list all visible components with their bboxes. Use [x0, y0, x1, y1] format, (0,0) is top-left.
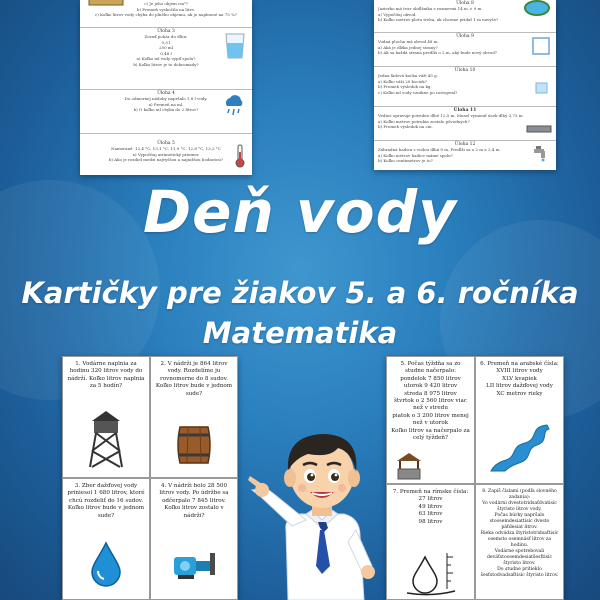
task-line: 63 litrov — [418, 511, 443, 518]
task-line: Do studne pritieklo šesťstodvadsaťtisíc štyristo litrov. — [480, 567, 559, 578]
task-line: 49 litrov — [418, 503, 443, 510]
task-line: piatok o 3 200 litrov menej než v utorok — [392, 412, 469, 427]
task-line: LII litrov dažďovej vody — [486, 383, 553, 390]
task-line: b) Premeň výsledok na cm. — [378, 124, 433, 129]
task-title: Úloha 8 — [456, 1, 474, 6]
task-line: b) Koľko centimetrov je to? — [378, 158, 433, 163]
task-title: Úloha 3 — [157, 29, 175, 34]
task-12 — [374, 141, 556, 170]
river-icon — [476, 423, 563, 473]
boy-pointing-icon — [248, 418, 383, 600]
task-line: c) Koľko ml vody vznikne po roztopení? — [378, 89, 458, 95]
task-line: Koľko litrov sa načerpalo za celý týždeň? — [391, 427, 470, 442]
task-card — [62, 356, 150, 478]
task-line: XVIII litrov vody — [496, 368, 543, 375]
task-number: 6. — [480, 361, 486, 367]
task-line: a) Premeň na ml. — [148, 101, 184, 107]
task-line: b) Ako je rozdiel medzi najvyššou a najnižšou hodnotou? — [108, 157, 224, 162]
task-card — [62, 478, 150, 600]
subtitle: Kartičky pre žiakov 5. a 6. ročníka — [21, 276, 579, 310]
task-body: Vodárne naplnia za hodinu 320 litrov vody do nádrží. Koľko litrov naplnia za 5 hodín? — [67, 361, 145, 390]
task-line: a) Vypočítaj obvod. — [378, 11, 417, 17]
preview-sheet-right — [374, 0, 556, 170]
task-line: 0,5 l — [161, 39, 171, 45]
task-line: streda 8 975 litrov — [404, 390, 457, 397]
task-card — [386, 484, 475, 600]
task-number: 8. — [482, 489, 487, 494]
task-text — [390, 489, 471, 496]
task-line: Zoraď pohár do dlhu: — [144, 34, 188, 39]
task-line: 0,48 l — [160, 50, 172, 56]
task-line: a) Koľko váži 20 kociek? — [378, 78, 427, 84]
task-3 — [80, 28, 252, 90]
task-text — [66, 483, 146, 520]
task-9 — [374, 33, 556, 67]
task-text — [154, 483, 234, 520]
square-pool-icon — [532, 37, 550, 55]
pond-icon — [524, 0, 550, 16]
task-line: a) Koľko metrov potrubia zostalo pôvodných? — [378, 118, 470, 124]
task-body: V nádrži je 864 litrov vody. Rozdelíme ju rovnomerne do 8 sudov. Koľko litrov bude v jednom sude? — [155, 361, 233, 397]
task-line: 98 litrov — [418, 518, 443, 525]
task-title: Úloha 12 — [454, 142, 476, 147]
task-title: Úloha 5 — [157, 141, 175, 146]
task-line: b) Premeň vyskočila na litre. — [136, 6, 196, 12]
task-title: Úloha 4 — [157, 91, 175, 96]
task-line: Vodná plocha má obvod 48 m. — [378, 39, 439, 44]
water-tower-icon — [63, 407, 149, 469]
task-line: b) Koľko litrov je to dohromady? — [133, 61, 199, 67]
task-line: Namerané: 12,4 °C, 13,1 °C, 11,9 °C, 12,8 °C, 13,2 °C — [111, 146, 221, 151]
task-5 — [80, 134, 252, 175]
task-line: a) Koľko ml vody vypiľ spolu? — [136, 56, 196, 61]
task-number: 2. — [160, 361, 166, 367]
faucet-icon — [532, 145, 550, 163]
task-8 — [374, 0, 556, 33]
task-line: XC metrov rieky — [496, 390, 543, 397]
task-11 — [374, 107, 556, 141]
task-line: Zapíš číslami (podľa slovného zadania): — [488, 489, 557, 500]
task-line: utorok 9 420 litrov — [403, 383, 458, 390]
task-line: c) Koľko litrov vody chýba do plného objemu, ak je naplnené na 75 %? — [94, 12, 238, 17]
task-number: 1. — [75, 361, 81, 367]
task-card — [475, 356, 564, 484]
task-number: 3. — [74, 483, 81, 489]
task-line: štvrtok o 2 560 litrov viac než v stredu — [394, 398, 467, 412]
task-line: b) Ak sa každá strana predĺži o 2 m, aký bude nový obvod? — [378, 50, 497, 55]
task-line: Rieka odvádza štyristotridsaťtisíc osemsto osemnásť litrov za hodinu. — [480, 531, 559, 548]
glass-icon — [224, 32, 246, 60]
task-line: c) Je jeho objem cm³? — [144, 1, 188, 6]
task-text — [66, 361, 146, 391]
task-line: 250 ml — [159, 45, 173, 50]
task-text — [479, 361, 560, 368]
barrel-icon — [151, 423, 237, 467]
task-card — [475, 484, 564, 600]
task-number: 7. — [392, 489, 399, 495]
task-body: V nádrži bolo 28 500 litrov vody. Po údržbe sa odčerpalo 7 845 litrov. Koľko litrov zostalo v nádrži? — [159, 483, 229, 519]
task-body: Zber dažďovej vody priniesol 1 680 litrov, ktoré chcú rozdeliť do 16 sudov. Koľko litrov bude v jednom sude? — [67, 483, 145, 519]
task-number: 5. — [400, 361, 406, 367]
task-card-sheet-right — [386, 356, 564, 600]
task-line: Počas týždňa sa zo studne načerpalo: — [404, 361, 461, 375]
task-line: b) O koľko ml chýba do 2 litrov? — [133, 107, 199, 112]
task-text — [390, 361, 471, 376]
task-line: a) Vypočítaj aritmetický priemer. — [132, 151, 200, 157]
task-line: a) Koľko metrov hadice máme spolu? — [378, 152, 453, 158]
page-title: Deň vody — [143, 178, 457, 246]
task-top — [80, 0, 252, 28]
task-line: b) Koľko metrov plotu treba, ak chceme pridať 1 m navyše? — [378, 17, 499, 22]
task-4 — [80, 90, 252, 134]
well-icon — [387, 451, 474, 481]
rain-cloud-icon — [222, 94, 246, 120]
task-line: pondelok 7 850 litrov — [400, 375, 461, 382]
subject-label: Matematika — [202, 316, 398, 350]
task-line: 27 litrov — [418, 496, 443, 503]
task-line: b) Premeň výsledok na kg. — [378, 84, 432, 89]
thermometer-icon — [234, 144, 246, 168]
task-card — [386, 356, 475, 484]
task-text — [479, 489, 560, 501]
task-text — [154, 361, 234, 398]
task-title: Úloha 9 — [456, 34, 474, 39]
aquarium-icon — [88, 0, 124, 6]
task-line: Vo vodárni dvestotridsaťdvatisíc štyristo litrov vody. — [482, 501, 557, 512]
task-line: Jedna ľadová kocka váži 45 g. — [378, 73, 438, 78]
measure-drop-icon — [387, 549, 474, 599]
task-line: Jazierko má tvar obdĺžnika s rozmermi 14 m × 9 m. — [378, 6, 483, 11]
task-line: Záhradná hadica s vodou dlhá 8 m. Predĺži sa o 2 m a 2,4 m. — [378, 147, 501, 152]
task-card — [150, 356, 238, 478]
ice-cube-icon — [534, 81, 550, 95]
task-line: Vedúci opravuje potrubie dlhé 12,5 m. Musel vymeniť úsek dlhý 3,75 m. — [378, 113, 524, 118]
task-card-sheet-left — [62, 356, 238, 600]
task-number: 4. — [160, 483, 167, 489]
task-line: Premeň na arabské čísla: — [487, 361, 559, 367]
water-pump-icon — [151, 549, 237, 583]
task-card — [150, 478, 238, 600]
pipe-icon — [526, 125, 552, 133]
task-line: Počas búrky napršalo stoosemdesiattisíc dvesto päťdesiat litrov. — [489, 513, 550, 530]
task-line: XLV kvapiek — [502, 375, 537, 382]
task-line: a) Aká je dĺžka jednej strany? — [378, 44, 438, 50]
water-drop-icon — [63, 541, 149, 587]
task-title: Úloha 11 — [453, 108, 477, 113]
task-line: Vodárne spotrebovali deväťstoosemdesiatšesťtisíc štyristo litrov. — [486, 549, 553, 566]
task-title: Úloha 10 — [454, 68, 476, 73]
task-line: Do odmernej nádoby napršalo 1,8 l vody. — [124, 96, 208, 101]
task-10 — [374, 67, 556, 107]
preview-sheet-left — [80, 0, 252, 175]
task-line: Premeň na rímske čísla: — [399, 489, 469, 495]
